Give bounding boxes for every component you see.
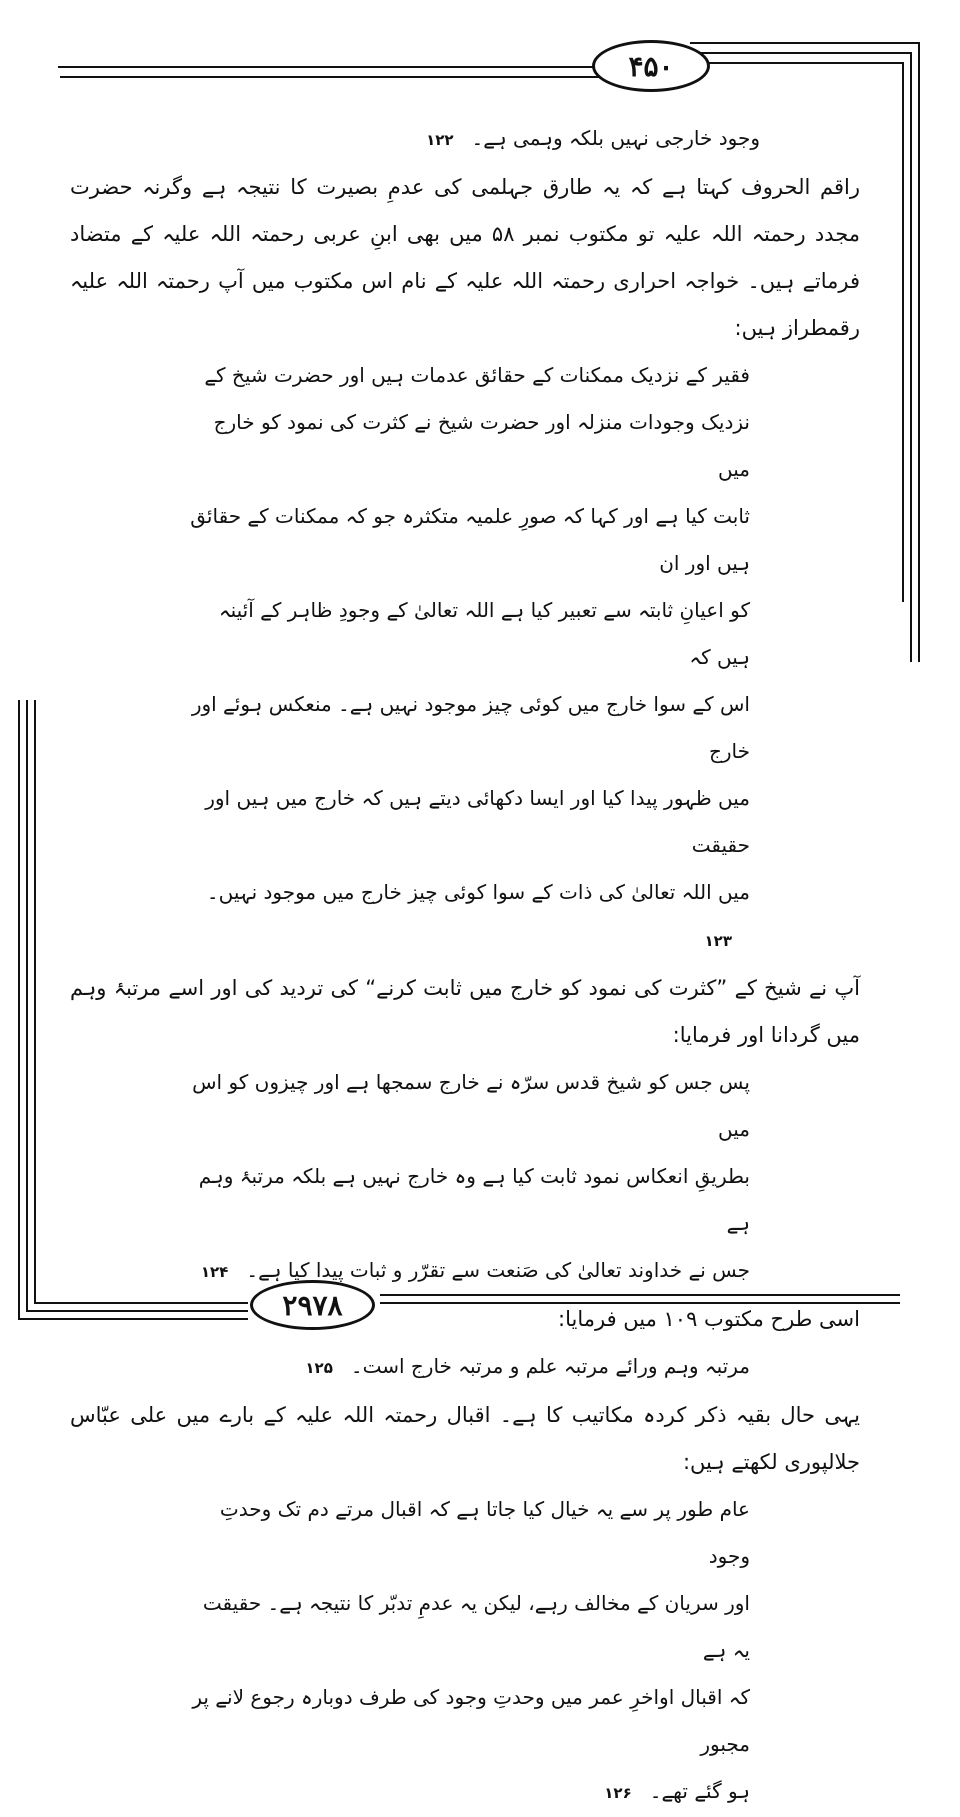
quote2-last-text: جس نے خداوند تعالیٰ کی صَنعت سے تقرّر و ثبات پیدا کیا ہے۔ [246,1258,750,1282]
footnote-ref-126: ۱۲۶ [604,1784,632,1802]
footnote-ref-122: ۱۲۲ [426,131,454,149]
frame-top-right-line-3 [690,62,904,64]
bottom-page-number: ۲۹۷۸ [250,1280,375,1330]
quote4-line: کہ اقبال اواخرِ عمر میں وحدتِ وجود کی طرف دوبارہ رجوع لانے پر مجبور [192,1685,750,1756]
paragraph-intro [70,115,860,164]
footnote-ref-123: ۱۲۳ [704,932,732,950]
quote1-line: ثابت کیا ہے اور کہا کہ صورِ علمیہ متکثرہ جو کہ ممکنات کے حقائق ہیں اور ان [190,504,750,575]
page-body [70,115,860,1817]
quote-block-1 [70,352,860,965]
frame-left-line-2 [26,700,28,1312]
quote-block-4 [70,1486,860,1817]
frame-top-right-line-1 [690,42,920,44]
frame-top-line-1 [58,66,608,68]
quote-block-3 [70,1343,860,1392]
text-p1: وجود خارجی نہیں بلکہ وہمی ہے۔ [471,126,760,150]
quote2-line: پس جس کو شیخ قدس سرّہ نے خارج سمجھا ہے اور چیزوں کو اس میں [192,1070,750,1141]
paragraph-letter-109: اسی طرح مکتوب ۱۰۹ میں فرمایا: [558,1307,860,1331]
quote4-line: عام طور پر سے یہ خیال کیا جاتا ہے کہ اقبال مرتے دم تک وحدتِ وجود [219,1497,750,1568]
frame-right-line-1 [918,42,920,662]
footnote-ref-124: ۱۲۴ [200,1263,229,1281]
quote3-text: مرتبہ وہم ورائے مرتبہ علم و مرتبہ خارج است۔ [350,1354,750,1378]
frame-top-line-2 [60,76,608,78]
quote3-line [190,1343,750,1392]
frame-top-right-line-2 [690,52,912,54]
quote1-line: فقیر کے نزدیک ممکنات کے حقائق عدمات ہیں اور حضرت شیخ کے [204,363,750,387]
quote1-line: اس کے سوا خارج میں کوئی چیز موجود نہیں ہے۔ منعکس ہوئے اور خارج [191,692,750,763]
quote4-line-last [190,1768,750,1817]
quote1-line: میں ظہور پیدا کیا اور ایسا دکھائی دیتے ہیں کہ خارج میں ہیں اور حقیقت [205,786,750,857]
quote1-last-text: میں اللہ تعالیٰ کی ذات کے سوا کوئی چیز خارج میں موجود نہیں۔ [206,880,750,904]
top-page-number: ۴۵۰ [592,40,710,92]
quote1-line: نزدیک وجودات منزلہ اور حضرت شیخ نے کثرت کی نمود کو خارج میں [213,410,750,481]
quote2-line-last [190,1247,750,1296]
quote4-line: اور سریان کے مخالف رہے، لیکن یہ عدمِ تدبّر کا نتیجہ ہے۔ حقیقت یہ ہے [202,1591,750,1662]
quote2-line: بطریقِ انعکاس نمود ثابت کیا ہے وہ خارج نہیں ہے بلکہ مرتبۂ وہم ہے [198,1164,750,1235]
footnote-ref-125: ۱۲۵ [305,1359,333,1377]
paragraph-refutation: آپ نے شیخ کے ”کثرت کی نمود کو خارج میں ثابت کرنے“ کی تردید کی اور اسے مرتبۂ وہم میں گردانا اور فرمایا: [70,976,860,1047]
frame-left-line-1 [18,700,20,1320]
frame-right-line-3 [902,62,904,602]
paragraph-iqbal: یہی حال بقیہ ذکر کردہ مکاتیب کا ہے۔ اقبال رحمتہ اللہ علیہ کے بارے میں علی عبّاس جلالپوری لکھتے ہیں: [70,1403,860,1474]
quote1-line-last [190,869,750,965]
quote4-last-text: ہو گئے تھے۔ [649,1779,750,1803]
quote-block-2 [70,1059,860,1296]
quote1-line: کو اعیانِ ثابتہ سے تعبیر کیا ہے اللہ تعالیٰ کے وجودِ ظاہر کے آئینہ ہیں کہ [218,598,750,669]
paragraph-author: راقم الحروف کہتا ہے کہ یہ طارق جہلمی کی عدمِ بصیرت کا نتیجہ ہے وگرنہ حضرت مجدد رحمتہ اللہ علیہ تو مکتوب نمبر ۵۸ میں بھی ابنِ عربی رحمتہ اللہ علیہ کے متضاد فرماتے ہیں۔ خواجہ احراری رحمتہ اللہ علیہ کے نام اس مکتوب میں آپ رحمتہ اللہ علیہ رقمطراز ہیں: [70,175,860,340]
frame-right-line-2 [910,52,912,662]
frame-left-line-3 [34,700,36,1304]
